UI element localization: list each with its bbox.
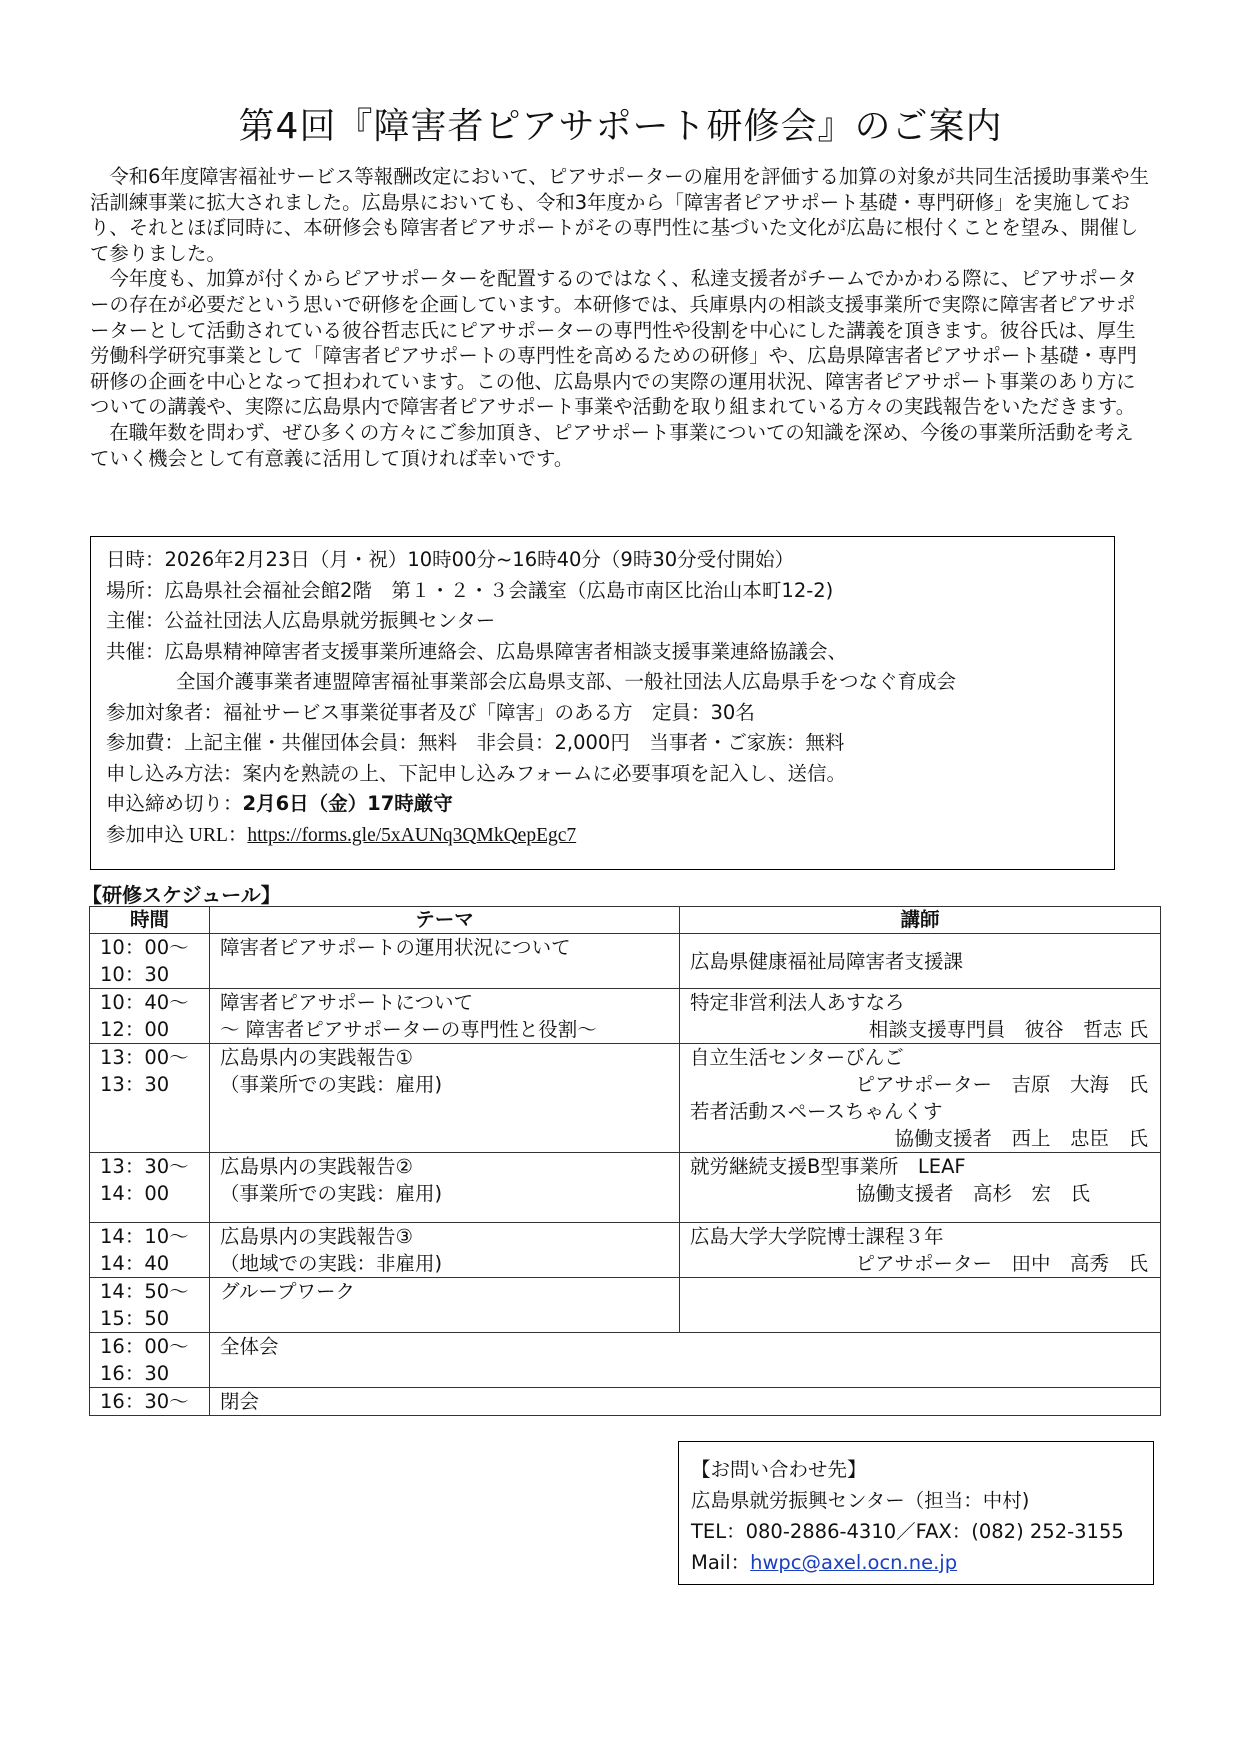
table-row [90, 1044, 1161, 1153]
intro-text [90, 164, 1150, 471]
table-row [90, 1223, 1161, 1278]
intro-paragraph: 今年度も、加算が付くからピアサポーターを配置するのではなく、私達支援者がチームでかかわる際に、ピアサポーターの存在が必要だという思いで研修を企画しています。本研修では、兵庫県内の相談支援事業所で実際に障害者ピアサポーターとして活動されている彼谷哲志氏にピアサポーターの専門性や役割を中心にした講義を頂きます。彼谷氏は、厚生労働科学研究事業として「障害者ピアサポートの専門性を高めるための研修」や、広島県障害者ピアサポート基礎・専門研修の企画を中心となって担われています。この他、広島県内での実際の運用状況、障害者ピアサポート事業のあり方についての講義や、実際に広島県内で障害者ピアサポート事業や活動を取り組まれている方々の実践報告をいただきます。 [90, 267, 1137, 419]
theme-cell: 広島県内の実践報告② （事業所での実践：雇用) [210, 1153, 680, 1223]
table-row [90, 1153, 1161, 1223]
header-lecturer: 講師 [680, 907, 1161, 934]
event-target: 参加対象者：福祉サービス事業従事者及び「障害」のある方 定員：30名 [106, 700, 755, 724]
theme-cell: 広島県内の実践報告③ （地域での実践：非雇用) [210, 1223, 680, 1278]
intro-paragraph: 令和6年度障害福祉サービス等報酬改定において、ピアサポーターの雇用を評価する加算の対象が共同生活援助事業や生活訓練事業に拡大されました。広島県においても、令和3年度から「障害者ピアサポート基礎・専門研修」を実施しており、それとほぼ同時に、本研修会も障害者ピアサポートがその専門性に基づいた文化が広島に根付くことを望み、開催して参りました。 [90, 165, 1150, 265]
lecturer-cell: 広島県健康福祉局障害者支援課 [680, 934, 1161, 989]
time-cell: 13：30～ 14：00 [90, 1153, 210, 1223]
url-label: 参加申込 URL： [106, 824, 248, 846]
event-datetime: 日時：2026年2月23日（月・祝）10時00分~16時40分（9時30分受付開始） [106, 548, 795, 571]
table-header-row [90, 907, 1161, 934]
lecturer-cell: 自立生活センターびんご ピアサポーター 吉原 大海 氏 若者活動スペースちゃんくす 協働支援者 西上 忠臣 氏 [680, 1044, 1161, 1153]
event-co-organizer: 共催：広島県精神障害者支援事業所連絡会、広島県障害者相談支援事業連絡協議会、 [106, 639, 848, 663]
table-row [90, 989, 1161, 1044]
time-cell: 10：00～ 10：30 [90, 934, 210, 989]
intro-paragraph: 在職年数を問わず、ぜひ多くの方々にご参加頂き、ピアサポート事業についての知識を深め、今後の事業所活動を考えていく機会として有意義に活用して頂ければ幸いです。 [90, 420, 1134, 470]
deadline-label: 申込締め切り： [106, 792, 243, 815]
theme-cell: グループワーク [210, 1278, 680, 1333]
theme-cell: 全体会 [210, 1333, 1161, 1388]
header-theme: テーマ [210, 907, 680, 934]
event-co-organizer-cont: 全国介護事業者連盟障害福祉事業部会広島県支部、一般社団法人広島県手をつなぐ育成会 [176, 670, 957, 693]
theme-cell: 障害者ピアサポートについて ～ 障害者ピアサポーターの専門性と役割～ [210, 989, 680, 1044]
schedule-heading: 【研修スケジュール】 [82, 883, 281, 907]
lecturer-cell: 特定非営利法人あすなろ 相談支援専門員 彼谷 哲志 氏 [680, 989, 1161, 1044]
time-cell: 16：00～ 16：30 [90, 1333, 210, 1388]
event-organizer: 主催：公益社団法人広島県就労振興センター [106, 609, 496, 632]
contact-box [678, 1441, 1154, 1585]
table-row [90, 1388, 1161, 1416]
time-cell: 10：40～ 12：00 [90, 989, 210, 1044]
event-method: 申し込み方法：案内を熟読の上、下記申し込みフォームに必要事項を記入し、送信。 [106, 761, 847, 785]
contact-mail-row [691, 1547, 1153, 1578]
application-form-link[interactable]: https://forms.gle/5xAUNq3QMkQepEgc7 [247, 824, 577, 846]
schedule-table [89, 906, 1161, 1416]
theme-cell: 広島県内の実践報告① （事業所での実践：雇用) [210, 1044, 680, 1153]
contact-email-link[interactable]: hwpc@axel.ocn.ne.jp [750, 1551, 958, 1574]
event-info-box [90, 536, 1115, 870]
event-url-row [106, 820, 1114, 852]
contact-phone: TEL：080-2886-4310／FAX：(082) 252-3155 [691, 1520, 1124, 1543]
header-time: 時間 [90, 907, 210, 934]
contact-org: 広島県就労振興センター（担当：中村) [691, 1489, 1030, 1512]
page-title: 第4回『障害者ピアサポート研修会』のご案内 [238, 106, 1003, 147]
time-cell: 14：50～ 15：50 [90, 1278, 210, 1333]
table-row [90, 934, 1161, 989]
contact-heading: 【お問い合わせ先】 [691, 1458, 867, 1481]
theme-cell: 障害者ピアサポートの運用状況について [210, 934, 680, 989]
lecturer-cell: 就労継続支援B型事業所 LEAF 協働支援者 高杉 宏 氏 [680, 1153, 1161, 1223]
time-cell: 16：30～ [90, 1388, 210, 1416]
time-cell: 14：10～ 14：40 [90, 1223, 210, 1278]
event-fee: 参加費：上記主催・共催団体会員：無料 非会員：2,000円 当事者・ご家族：無料 [106, 731, 845, 754]
event-deadline [106, 789, 1114, 820]
table-row [90, 1278, 1161, 1333]
lecturer-cell [680, 1278, 1161, 1333]
mail-label: Mail： [691, 1551, 751, 1574]
deadline-value: 2月6日（金）17時厳守 [242, 792, 453, 815]
time-cell: 13：00～ 13：30 [90, 1044, 210, 1153]
lecturer-cell: 広島大学大学院博士課程３年 ピアサポーター 田中 高秀 氏 [680, 1223, 1161, 1278]
event-venue: 場所：広島県社会福祉会館2階 第１・２・３会議室（広島市南区比治山本町12-2) [106, 578, 834, 602]
theme-cell: 閉会 [210, 1388, 1161, 1416]
table-row [90, 1333, 1161, 1388]
